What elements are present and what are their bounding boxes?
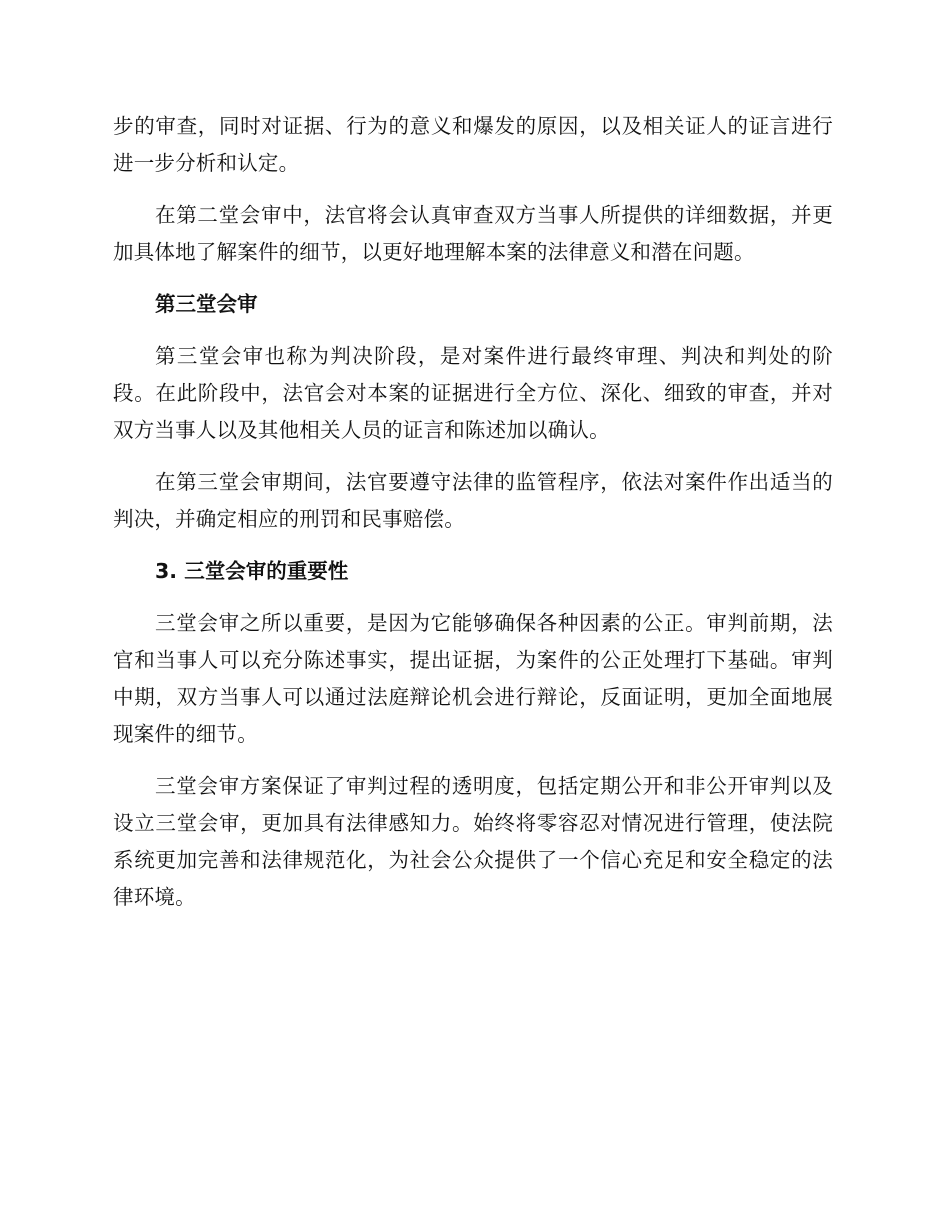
paragraph-importance-1: 三堂会审之所以重要，是因为它能够确保各种因素的公正。审判前期，法官和当事人可以充分陈述事实，提出证据，为案件的公正处理打下基础。审判中期，双方当事人可以通过法庭辩论机会进行辩论，反面证明，更加全面地展现案件的细节。: [113, 611, 833, 746]
paragraph-third-hearing-period: 在第三堂会审期间，法官要遵守法律的监管程序，依法对案件作出适当的判决，并确定相应的刑罚和民事赔偿。: [113, 470, 833, 531]
document-body: [113, 108, 833, 916]
paragraph-third-hearing-intro: 第三堂会审也称为判决阶段，是对案件进行最终审理、判决和判处的阶段。在此阶段中，法官会对本案的证据进行全方位、深化、细致的审查，并对双方当事人以及其他相关人员的证言和陈述加以确认。: [113, 344, 833, 442]
heading-third-hearing: 第三堂会审: [155, 292, 258, 316]
paragraph-continuation: 步的审查，同时对证据、行为的意义和爆发的原因，以及相关证人的证言进行进一步分析和认定。: [113, 114, 833, 175]
paragraph-importance-2: 三堂会审方案保证了审判过程的透明度，包括定期公开和非公开审判以及设立三堂会审，更加具有法律感知力。始终将零容忍对情况进行管理，使法院系统更加完善和法律规范化，为社会公众提供了一个信心充足和安全稳定的法律环境。: [113, 774, 833, 909]
paragraph-second-hearing: 在第二堂会审中，法官将会认真审查双方当事人所提供的详细数据，并更加具体地了解案件的细节，以更好地理解本案的法律意义和潜在问题。: [113, 203, 833, 264]
heading-importance: 3. 三堂会审的重要性: [155, 559, 349, 583]
